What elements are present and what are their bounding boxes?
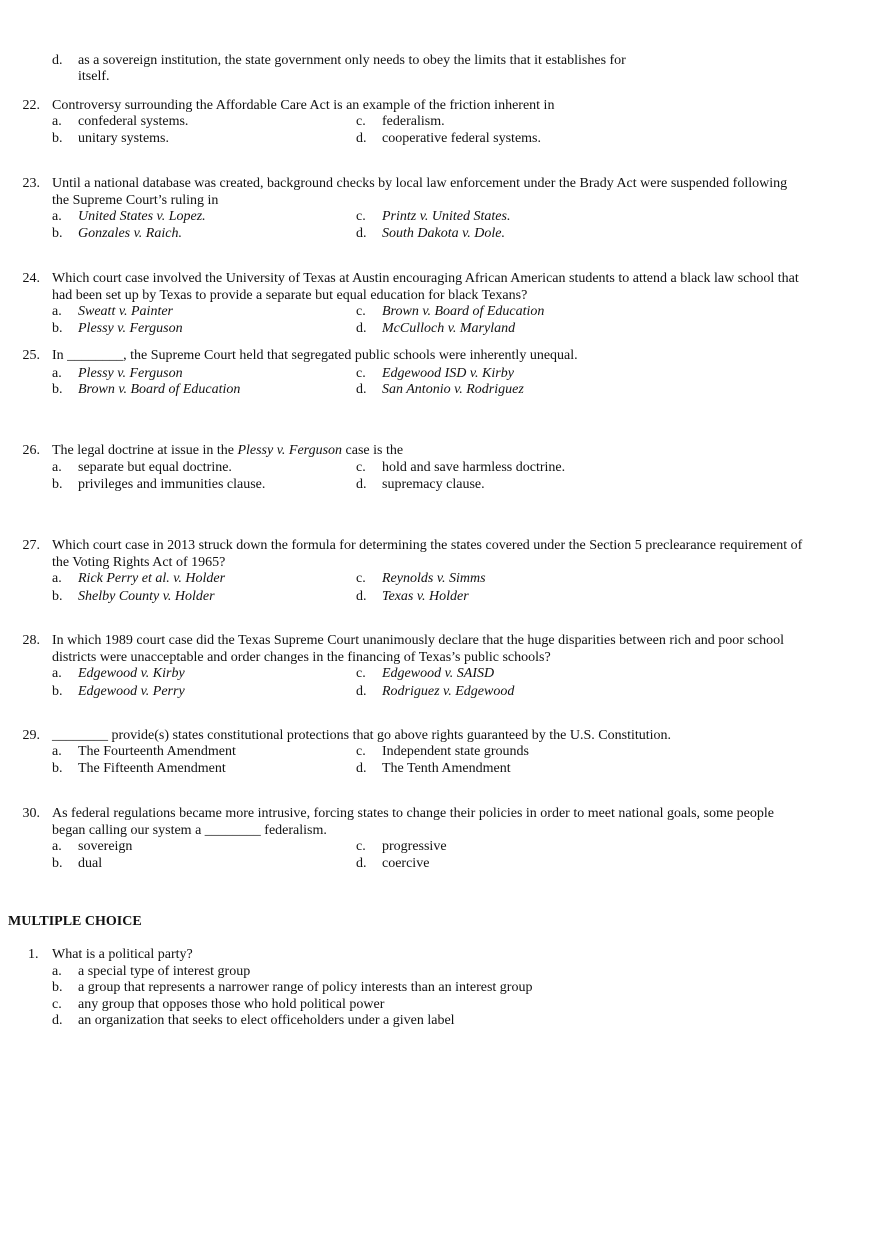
option-text: as a sovereign institution, the state government only needs to obey the limits that it establishes for: [78, 53, 626, 68]
question-stem: In ________, the Supreme Court held that segregated public schools were inherently unequal.: [52, 348, 578, 363]
option-letter: d.: [356, 684, 367, 699]
option-text: an organization that seeks to elect officeholders under a given label: [78, 1013, 455, 1028]
option-text: South Dakota v. Dole.: [382, 226, 505, 241]
question-number: 28.: [22, 633, 40, 648]
question-stem: the Supreme Court’s ruling in: [52, 193, 219, 208]
option-text: Rick Perry et al. v. Holder: [78, 571, 226, 586]
option-letter: b.: [52, 980, 63, 995]
option-letter: a.: [52, 114, 62, 129]
option-letter: b.: [52, 761, 63, 776]
option-letter: c.: [356, 666, 366, 681]
option-letter: b.: [52, 131, 63, 146]
stem-text: The legal doctrine at issue in the: [52, 443, 238, 458]
option-text: Gonzales v. Raich.: [78, 226, 182, 241]
question-stem: began calling our system a ________ federalism.: [52, 823, 327, 838]
question-number: 22.: [22, 98, 40, 113]
option-text: The Tenth Amendment: [382, 761, 511, 776]
option-letter: a.: [52, 964, 62, 979]
option-text: Plessy v. Ferguson: [78, 366, 183, 381]
option-letter: b.: [52, 589, 63, 604]
option-letter: c.: [356, 744, 366, 759]
question-stem: As federal regulations became more intrusive, forcing states to change their policies in order to meet national goals, some people: [52, 806, 774, 821]
question-number: 26.: [22, 443, 40, 458]
option-text: Reynolds v. Simms: [382, 571, 486, 586]
option-text: The Fifteenth Amendment: [78, 761, 226, 776]
option-letter: d.: [356, 589, 367, 604]
option-letter: c.: [356, 366, 366, 381]
option-letter: d.: [52, 1013, 63, 1028]
option-letter: d.: [356, 856, 367, 871]
option-text: federalism.: [382, 114, 445, 129]
option-text: Rodriguez v. Edgewood: [382, 684, 515, 699]
option-text: Edgewood v. SAISD: [382, 666, 495, 681]
option-text: cooperative federal systems.: [382, 131, 541, 146]
option-letter: d.: [356, 761, 367, 776]
option-letter: c.: [356, 209, 366, 224]
option-letter: c.: [356, 304, 366, 319]
option-letter: b.: [52, 684, 63, 699]
question-stem: had been set up by Texas to provide a separate but equal education for black Texans?: [52, 288, 528, 303]
option-text: Shelby County v. Holder: [78, 589, 215, 604]
question-stem: Controversy surrounding the Affordable Care Act is an example of the friction inherent in: [52, 98, 555, 113]
option-text: Plessy v. Ferguson: [78, 321, 183, 336]
option-letter: a.: [52, 366, 62, 381]
option-text: coercive: [382, 856, 430, 871]
option-text: privileges and immunities clause.: [78, 477, 266, 492]
option-text: Printz v. United States.: [382, 209, 511, 224]
option-letter: d.: [356, 382, 367, 397]
option-letter: c.: [356, 460, 366, 475]
option-text: hold and save harmless doctrine.: [382, 460, 566, 475]
question-number: 23.: [22, 176, 40, 191]
option-text: Edgewood ISD v. Kirby: [382, 366, 514, 381]
option-letter: d.: [52, 53, 63, 68]
option-text: dual: [78, 856, 103, 871]
option-text: The Fourteenth Amendment: [78, 744, 236, 759]
option-letter: a.: [52, 304, 62, 319]
question-stem: districts were unacceptable and order changes in the financing of Texas’s public schools?: [52, 650, 551, 665]
question-number: 29.: [22, 728, 40, 743]
option-letter: b.: [52, 382, 63, 397]
question-stem: In which 1989 court case did the Texas Supreme Court unanimously declare that the huge disparities between rich and poor school: [52, 633, 785, 648]
option-letter: a.: [52, 209, 62, 224]
case-name: Plessy v. Ferguson: [237, 443, 343, 458]
option-text: sovereign: [78, 839, 133, 854]
option-text: confederal systems.: [78, 114, 189, 129]
question-stem: [52, 443, 403, 459]
question-stem: Until a national database was created, background checks by local law enforcement under the Brady Act were suspended following: [52, 176, 788, 191]
option-letter: a.: [52, 839, 62, 854]
option-text: Brown v. Board of Education: [382, 304, 545, 319]
option-text: supremacy clause.: [382, 477, 485, 492]
question-number: 25.: [22, 348, 40, 363]
option-letter: d.: [356, 321, 367, 336]
option-letter: c.: [52, 997, 62, 1012]
question-number: 30.: [22, 806, 40, 821]
question-stem: Which court case involved the University of Texas at Austin encouraging African American students to attend a black law school that: [52, 271, 799, 286]
option-letter: c.: [356, 839, 366, 854]
option-text: Sweatt v. Painter: [78, 304, 173, 319]
option-text: Edgewood v. Perry: [78, 684, 185, 699]
option-letter: a.: [52, 460, 62, 475]
question-stem: Which court case in 2013 struck down the formula for determining the states covered under the Section 5 preclearance requirement of: [52, 538, 803, 553]
option-letter: c.: [356, 114, 366, 129]
option-letter: d.: [356, 131, 367, 146]
option-letter: b.: [52, 477, 63, 492]
option-letter: b.: [52, 226, 63, 241]
option-letter: a.: [52, 666, 62, 681]
option-letter: d.: [356, 226, 367, 241]
question-number: 27.: [22, 538, 40, 553]
option-text: itself.: [78, 69, 110, 84]
option-text: McCulloch v. Maryland: [382, 321, 516, 336]
option-letter: c.: [356, 571, 366, 586]
option-text: Texas v. Holder: [382, 589, 469, 604]
option-text: Brown v. Board of Education: [78, 382, 241, 397]
option-text: unitary systems.: [78, 131, 169, 146]
option-text: a special type of interest group: [78, 964, 251, 979]
option-text: progressive: [382, 839, 447, 854]
option-text: Independent state grounds: [382, 744, 529, 759]
question-number: 24.: [22, 271, 40, 286]
option-text: San Antonio v. Rodriguez: [382, 382, 524, 397]
question-stem: What is a political party?: [52, 947, 193, 962]
question-stem: ________ provide(s) states constitutional protections that go above rights guaranteed by the U.S. Constitution.: [52, 728, 672, 743]
section-heading: MULTIPLE CHOICE: [8, 914, 142, 929]
option-letter: a.: [52, 744, 62, 759]
option-text: separate but equal doctrine.: [78, 460, 232, 475]
option-text: a group that represents a narrower range of policy interests than an interest group: [78, 980, 533, 995]
stem-text: case is the: [342, 443, 404, 458]
option-text: Edgewood v. Kirby: [78, 666, 185, 681]
option-text: United States v. Lopez.: [78, 209, 206, 224]
option-letter: a.: [52, 571, 62, 586]
option-letter: b.: [52, 321, 63, 336]
option-letter: b.: [52, 856, 63, 871]
question-stem: the Voting Rights Act of 1965?: [52, 555, 226, 570]
option-text: any group that opposes those who hold political power: [78, 997, 385, 1012]
question-number: 1.: [28, 947, 39, 962]
option-letter: d.: [356, 477, 367, 492]
